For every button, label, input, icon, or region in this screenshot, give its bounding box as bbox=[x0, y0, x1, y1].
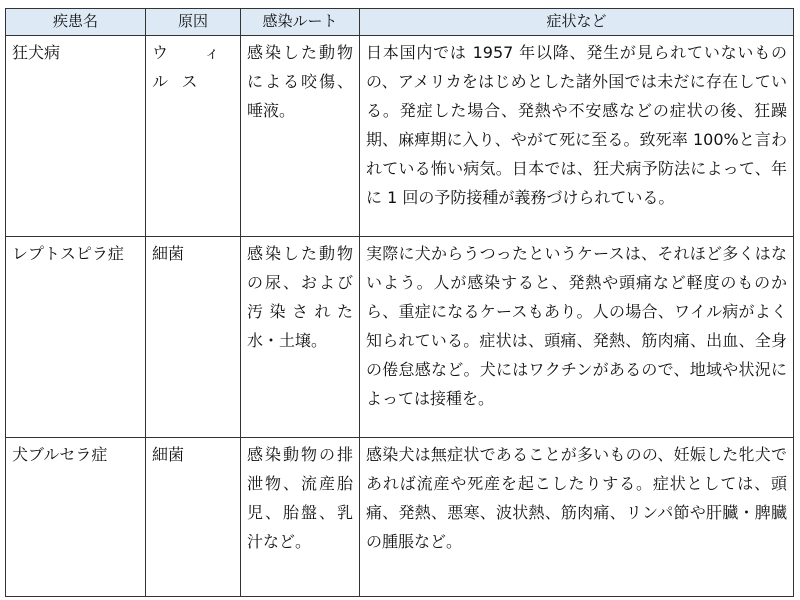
disease-name-cell: 狂犬病 bbox=[6, 36, 146, 237]
disease-name-cell: レプトスピラ症 bbox=[6, 237, 146, 438]
table-row bbox=[6, 237, 794, 438]
header-disease-name: 疾患名 bbox=[6, 9, 146, 36]
header-infection-route: 感染ルート bbox=[241, 9, 360, 36]
header-cause: 原因 bbox=[146, 9, 241, 36]
header-row bbox=[6, 9, 794, 36]
symptoms-cell: 実際に犬からうつったというケースは、それほど多くはないよう。人が感染すると、発熱や頭痛など軽度のものから、重症になるケースもあり。人の場合、ワイル病がよく知られている。症状は、頭痛、発熱、筋肉痛、出血、全身の倦怠感など。犬にはワクチンがあるので、地域や状況によっては接種を。 bbox=[360, 237, 794, 438]
disease-name-cell: 犬ブルセラ症 bbox=[6, 438, 146, 597]
cause-cell: 細菌 bbox=[146, 438, 241, 597]
route-cell: 感染動物の排泄物、流産胎児、胎盤、乳汁など。 bbox=[241, 438, 360, 597]
route-cell: 感染した動物による咬傷、唾液。 bbox=[241, 36, 360, 237]
route-cell: 感染した動物の尿、および汚染された水・土壌。 bbox=[241, 237, 360, 438]
cause-cell: ウィルス bbox=[146, 36, 241, 237]
cause-cell: 細菌 bbox=[146, 237, 241, 438]
symptoms-cell: 日本国内では 1957 年以降、発生が見られていないものの、アメリカをはじめとした諸外国では未だに存在している。発症した場合、発熱や不安感などの症状の後、狂躁期、麻痺期に入り、やがて死に至る。致死率 100%と言われている怖い病気。日本では、狂犬病予防法によって、年に 1 回の予防接種が義務づけられている。 bbox=[360, 36, 794, 237]
symptoms-cell: 感染犬は無症状であることが多いものの、妊娠した牝犬であれば流産や死産を起こしたりする。症状としては、頭痛、発熱、悪寒、波状熱、筋肉痛、リンパ節や肝臓・脾臓の腫脹など。 bbox=[360, 438, 794, 597]
table-row bbox=[6, 438, 794, 597]
table-row bbox=[6, 36, 794, 237]
disease-table bbox=[5, 8, 794, 597]
header-symptoms: 症状など bbox=[360, 9, 794, 36]
